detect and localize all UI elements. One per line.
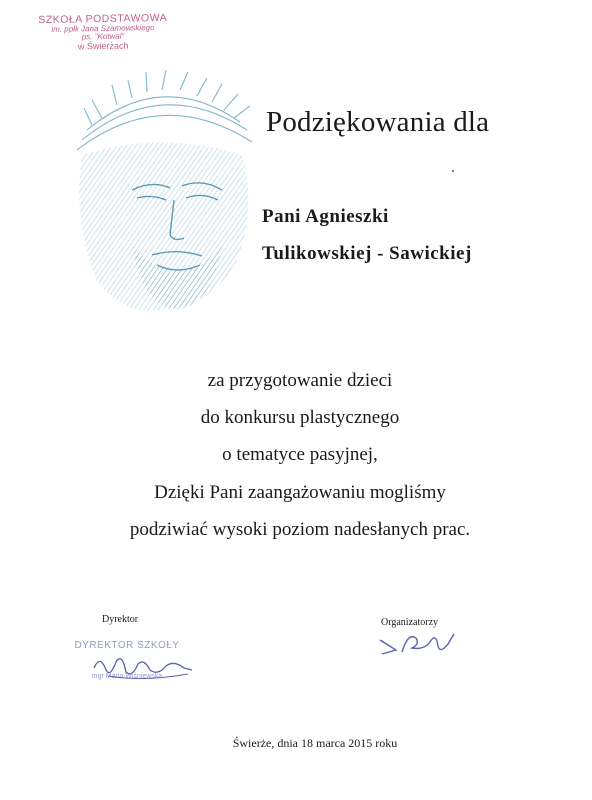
body-line-2: do konkursu plastycznego bbox=[200, 407, 400, 429]
stamp-line-4: w Świerżach bbox=[77, 40, 129, 52]
organizers-label: Organizatorzy bbox=[381, 617, 439, 628]
decorative-dot bbox=[452, 170, 454, 172]
stamp-line-2: im. ppłk Jana Szamowskiego bbox=[51, 23, 155, 34]
recipient-line-2: Tulikowskiej - Sawickiej bbox=[262, 243, 472, 265]
place-and-date: Świerże, dnia 18 marca 2015 roku bbox=[232, 736, 398, 750]
recipient-name bbox=[262, 198, 582, 272]
stamp-line-3: ps. "Kotwal" bbox=[81, 32, 125, 42]
christ-crown-of-thorns-illustration bbox=[62, 70, 262, 320]
organizers-signature bbox=[378, 628, 458, 658]
director-stamp-line-1: DYREKTOR SZKOŁY bbox=[74, 640, 180, 651]
stamp-line-1: SZKOŁA PODSTAWOWA bbox=[38, 11, 168, 27]
body-line-4: Dzięki Pani zaangażowaniu mogliśmy bbox=[154, 481, 446, 503]
recipient-line-1: Pani Agnieszki bbox=[262, 206, 389, 227]
school-stamp bbox=[28, 13, 179, 53]
body-line-1: za przygotowanie dzieci bbox=[207, 370, 393, 391]
body-line-3: o tematyce pasyjnej, bbox=[222, 444, 378, 466]
body-text bbox=[60, 362, 540, 548]
director-stamp-line-2: mgr Maria Wiśniewska bbox=[91, 673, 163, 680]
director-signature bbox=[88, 648, 198, 684]
body-line-5: podziwiać wysoki poziom nadesłanych prac. bbox=[129, 518, 471, 540]
director-label: Dyrektor bbox=[102, 614, 139, 625]
page-title: Podziękowania dla bbox=[266, 106, 490, 138]
